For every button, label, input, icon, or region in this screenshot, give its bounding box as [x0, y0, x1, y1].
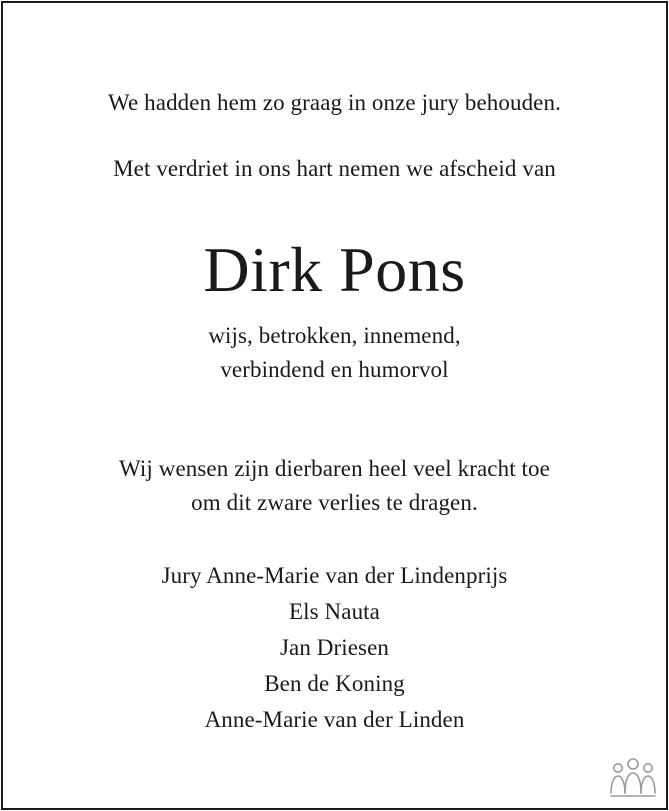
qualities-line-1: wijs, betrokken, innemend, — [208, 323, 461, 348]
people-group-logo-icon — [609, 755, 657, 799]
wish-line-2: om dit zware verlies te dragen. — [191, 490, 478, 515]
signatory-anne-marie: Anne-Marie van der Linden — [204, 707, 465, 732]
signatory-els-nauta: Els Nauta — [289, 599, 380, 624]
wish-line-1: Wij wensen zijn dierbaren heel veel kracht toe — [119, 456, 550, 481]
signatory-jan-driesen: Jan Driesen — [279, 635, 390, 660]
farewell-text: Met verdriet in ons hart nemen we afscheid van — [113, 156, 556, 181]
obituary-notice — [1, 1, 668, 810]
qualities-line-2: verbindend en humorvol — [220, 357, 449, 382]
signatory-jury: Jury Anne-Marie van der Lindenprijs — [161, 563, 508, 588]
intro-text: We hadden hem zo graag in onze jury behouden. — [108, 90, 561, 115]
deceased-name: Dirk Pons — [203, 234, 466, 305]
signatory-ben-de-koning: Ben de Koning — [264, 671, 405, 696]
